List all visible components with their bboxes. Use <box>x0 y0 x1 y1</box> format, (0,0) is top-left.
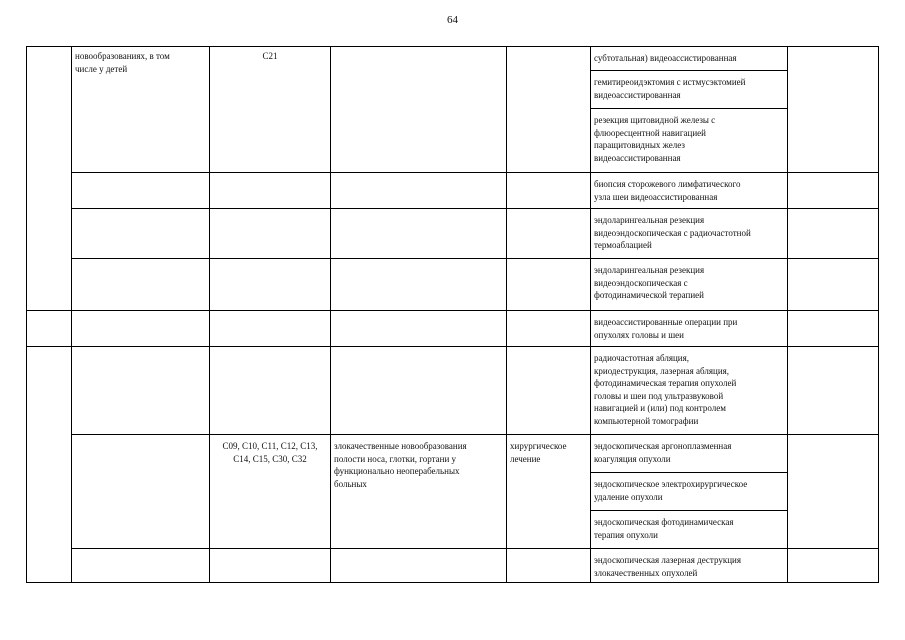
col-divider <box>506 46 507 583</box>
method-cell: эндоскопическая лазерная деструкция злокачественных опухолей <box>594 555 741 578</box>
method-cell: резекция щитовидной железы с флюоресцентной навигацией паращитовидных желез видеоассистированная <box>594 115 716 163</box>
method-cell: эндоларингеальная резекция видеоэндоскопическая с фотодинамической терапией <box>594 265 705 300</box>
row-divider <box>590 108 788 109</box>
method-cell: радиочастотная абляция, криодеструкция, лазерная абляция, фотодинамическая терапия опухолей головы и шеи под ультразвуковой навигацией и (или) под контролем компьютерной томографии <box>594 353 737 426</box>
method-cell: биопсия сторожевого лимфатического узла шеи видеоассистированная <box>594 179 741 202</box>
disease-cell: новообразованиях, в том числе у детей <box>75 51 170 74</box>
codes-cell: C09, C10, C11, C12, C13, C14, C15, C30, C32 <box>222 441 318 464</box>
table-border-right <box>878 46 879 583</box>
method-cell: эндоскопическая аргоноплазменная коагуляция опухоли <box>594 441 732 464</box>
row-divider <box>71 208 879 209</box>
row-divider <box>71 172 879 173</box>
row-divider <box>590 472 788 473</box>
table-border-left <box>26 46 27 583</box>
method-cell: эндоскопическая фотодинамическая терапия опухоли <box>594 517 734 540</box>
row-divider <box>590 510 788 511</box>
method-cell: субтотальная) видеоассистированная <box>594 53 737 63</box>
row-divider <box>26 310 879 311</box>
services-table <box>26 46 879 582</box>
row-divider <box>590 70 788 71</box>
col-divider <box>590 46 591 583</box>
method-cell: эндоларингеальная резекция видеоэндоскопическая с радиочастотной термоаблацией <box>594 215 751 250</box>
row-divider <box>71 434 879 435</box>
treatment-cell: хирургическое лечение <box>510 441 567 464</box>
row-divider <box>26 346 879 347</box>
table-border-bottom <box>26 582 879 583</box>
codes-cell: C21 <box>262 51 278 61</box>
method-cell: эндоскопическое электрохирургическое удаление опухоли <box>594 479 748 502</box>
col-divider <box>209 46 210 583</box>
method-cell: гемитиреоидэктомия с истмусэктомией видеоассистированная <box>594 77 746 100</box>
col-divider <box>330 46 331 583</box>
row-divider <box>71 258 879 259</box>
model-cell: злокачественные новообразования полости носа, глотки, гортани у функционально неоперабельных больных <box>334 441 467 489</box>
page-number: 64 <box>447 14 458 26</box>
method-cell: видеоассистированные операции при опухолях головы и шеи <box>594 317 738 340</box>
row-divider <box>71 548 879 549</box>
table-border-top <box>26 46 879 47</box>
col-divider <box>71 46 72 583</box>
col-divider <box>787 46 788 583</box>
